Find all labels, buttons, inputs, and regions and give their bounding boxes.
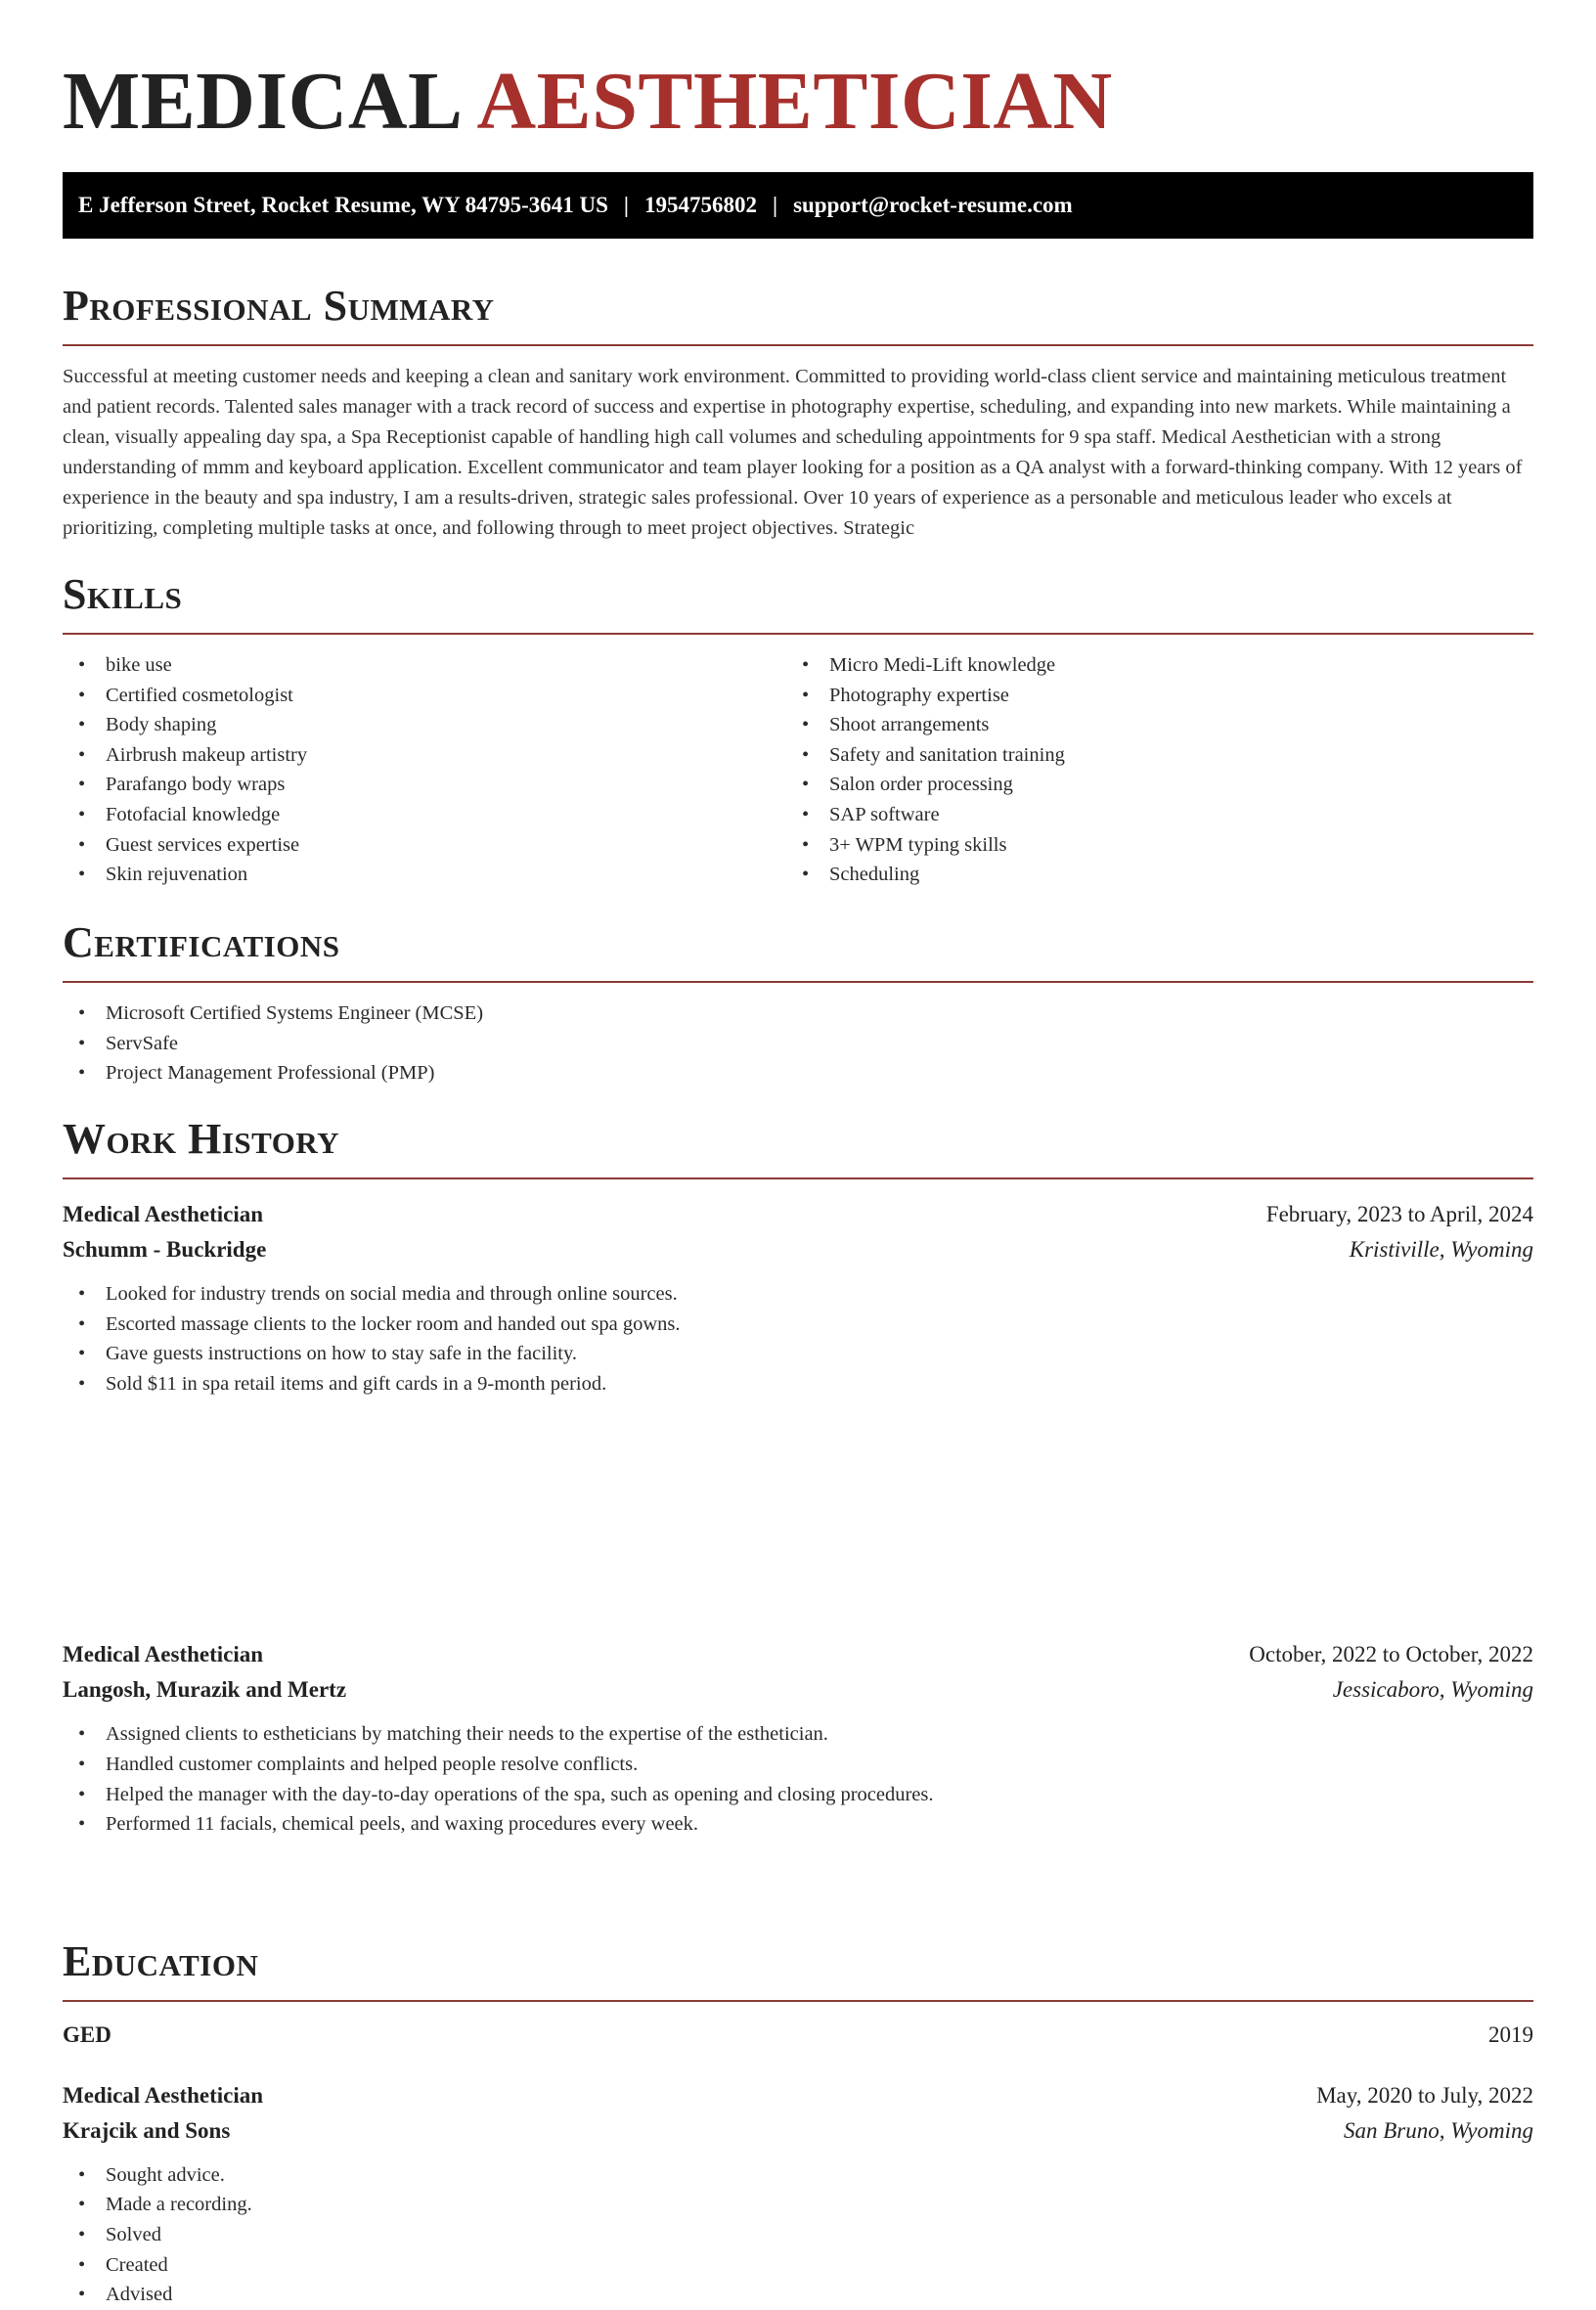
contact-separator: | [623, 193, 629, 217]
skill-item: • 3+ WPM typing skills [786, 830, 1510, 861]
job-bullet: • Created [63, 2250, 1533, 2281]
skill-item: • Fotofacial knowledge [63, 800, 786, 830]
certifications-title: Certifications [63, 918, 340, 966]
skill-item: • Airbrush makeup artistry [63, 740, 786, 771]
education-section [63, 1935, 1533, 2053]
work-history-section [63, 1113, 1533, 1179]
skill-item: • SAP software [786, 800, 1510, 830]
job-dates: May, 2020 to July, 2022 [1316, 2082, 1533, 2108]
job-bullet: • Sold $11 in spa retail items and gift cards in a 9-month period. [63, 1369, 1533, 1399]
name-first-part: MEDICAL [63, 56, 464, 147]
education-row [63, 2018, 1533, 2053]
job-location: Jessicaboro, Wyoming [1332, 1677, 1533, 1703]
skill-item: • Scheduling [786, 860, 1510, 890]
certifications-list [63, 999, 1533, 1088]
skill-item: • Parafango body wraps [63, 770, 786, 800]
job-bullets [63, 1719, 1533, 1839]
skill-item: • Skin rejuvenation [63, 860, 786, 890]
resume-page [63, 0, 1533, 2306]
job-bullet: • Advised [63, 2280, 1533, 2310]
summary-title: Professional Summary [63, 282, 495, 330]
summary-text: Successful at meeting customer needs and keeping a clean and sanitary work environment. Committed to providing world-class client service and maintaining meticulous treatment and patient records. Talented sales manager with a track record of success and expertise in photography expertise, scheduling, and expanding into new markets. While maintaining a clean, visually appealing day spa, a Spa Receptionist capable of handling high call volumes and scheduling appointments for 9 spa staff. Medical Aesthetician with a strong understanding of mmm and keyboard application. Excellent communicator and team player looking for a position as a QA analyst with a forward-thinking company. With 12 years of experience in the beauty and spa industry, I am a results-driven, strategic sales professional. Over 10 years of experience as a personable and meticulous leader who excels at prioritizing, completing multiple tasks at once, and following through to meet project objectives. Strategic [63, 366, 1523, 539]
contact-bar [63, 172, 1533, 239]
job-dates: October, 2022 to October, 2022 [1249, 1642, 1533, 1667]
job-bullets [63, 1279, 1533, 1399]
section-divider [63, 344, 1533, 346]
education-year: 2019 [1488, 2022, 1533, 2047]
certification-item: • Project Management Professional (PMP) [63, 1058, 1533, 1088]
education-degree: GED [63, 2022, 111, 2047]
contact-email[interactable]: support@rocket-resume.com [793, 193, 1073, 217]
job-bullet: • Escorted massage clients to the locker room and handed out spa gowns. [63, 1310, 1533, 1340]
job-entry [63, 1637, 1533, 1839]
skills-grid [63, 650, 1533, 890]
job-entry [63, 2078, 1533, 2310]
section-divider [63, 981, 1533, 983]
job-location: San Bruno, Wyoming [1343, 2117, 1533, 2143]
skill-item: • Shoot arrangements [786, 710, 1510, 740]
work-history-title: Work History [63, 1115, 340, 1163]
skill-item: • Salon order processing [786, 770, 1510, 800]
job-bullet: • Handled customer complaints and helped people resolve conflicts. [63, 1750, 1533, 1780]
job-title: Medical Aesthetician [63, 2082, 264, 2108]
job-location: Kristiville, Wyoming [1349, 1237, 1533, 1262]
certification-item: • ServSafe [63, 1029, 1533, 1059]
skill-item: • Certified cosmetologist [63, 681, 786, 711]
job-bullet: • Sought advice. [63, 2160, 1533, 2191]
certifications-section [63, 916, 1533, 1088]
skill-item: • bike use [63, 650, 786, 681]
certification-item: • Microsoft Certified Systems Engineer (MCSE) [63, 999, 1533, 1029]
resume-name-heading [63, 55, 1113, 149]
contact-separator: | [772, 193, 778, 217]
skill-item: • Safety and sanitation training [786, 740, 1510, 771]
job-dates: February, 2023 to April, 2024 [1265, 1202, 1533, 1226]
job-bullet: • Assigned clients to estheticians by matching their needs to the expertise of the esthetician. [63, 1719, 1533, 1750]
job-company: Schumm - Buckridge [63, 1237, 267, 1262]
job-bullet: • Solved [63, 2220, 1533, 2250]
job-bullet: • Gave guests instructions on how to stay safe in the facility. [63, 1339, 1533, 1369]
name-last-part: AESTHETICIAN [476, 56, 1113, 147]
education-title: Education [63, 1937, 259, 1985]
job-bullets [63, 2160, 1533, 2310]
section-divider [63, 2000, 1533, 2002]
contact-address: E Jefferson Street, Rocket Resume, WY 84795-3641 US [78, 193, 608, 217]
job-company: Langosh, Murazik and Mertz [63, 1677, 347, 1703]
job-bullet: • Performed 11 facials, chemical peels, and waxing procedures every week. [63, 1809, 1533, 1840]
job-entry [63, 1197, 1533, 1399]
skills-list-left [63, 650, 786, 890]
job-bullet: • Made a recording. [63, 2190, 1533, 2220]
skills-title: Skills [63, 570, 183, 618]
skill-item: • Guest services expertise [63, 830, 786, 861]
job-company: Krajcik and Sons [63, 2117, 231, 2143]
contact-phone[interactable]: 1954756802 [643, 193, 757, 217]
job-bullet: • Looked for industry trends on social media and through online sources. [63, 1279, 1533, 1310]
summary-section [63, 280, 1533, 544]
section-divider [63, 633, 1533, 635]
job-title: Medical Aesthetician [63, 1202, 264, 1226]
skill-item: • Body shaping [63, 710, 786, 740]
skills-section [63, 568, 1533, 890]
section-divider [63, 1177, 1533, 1179]
skill-item: • Micro Medi-Lift knowledge [786, 650, 1510, 681]
job-title: Medical Aesthetician [63, 1642, 264, 1667]
skills-list-right [786, 650, 1510, 890]
skill-item: • Photography expertise [786, 681, 1510, 711]
job-bullet: • Helped the manager with the day-to-day operations of the spa, such as opening and closing procedures. [63, 1780, 1533, 1810]
